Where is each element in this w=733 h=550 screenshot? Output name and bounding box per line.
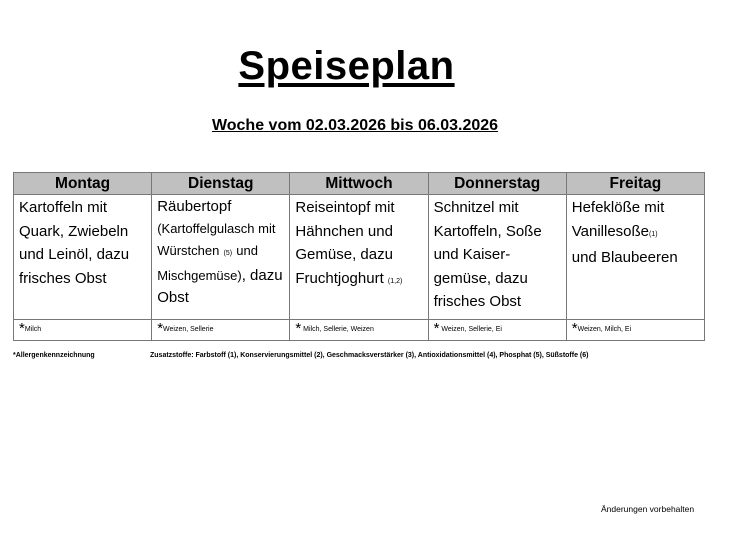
- allergen-cell: [428, 320, 566, 341]
- allergen-cell: [290, 320, 428, 341]
- day-header: Dienstag: [152, 173, 290, 195]
- additives-legend: Zusatzstoffe: Farbstoff (1), Konservierungsmittel (2), Geschmacksverstärker (3), Antioxidationsmittel (4), Phosphat (5), Süßstoffe (6): [150, 352, 589, 359]
- changes-note: Änderungen vorbehalten: [601, 504, 695, 514]
- meal-line: gemüse, dazu: [433, 269, 528, 287]
- asterisk-icon: *: [295, 320, 302, 337]
- allergen-text: Milch: [24, 326, 42, 333]
- allergen-text: Weizen, Sellerie: [163, 326, 214, 333]
- week-range: Woche vom 02.03.2026 bis 06.03.2026: [211, 117, 499, 134]
- meal-line: frisches Obst: [19, 269, 107, 287]
- meal-line: Kartoffeln, Soße: [433, 222, 542, 240]
- meal-cell: [566, 195, 704, 320]
- meal-cell: [428, 195, 566, 320]
- meal-line: Fruchtjoghurt: [295, 269, 384, 287]
- meal-line: Reiseintopf mit: [295, 199, 395, 216]
- meal-line: und Leinöl, dazu: [19, 246, 130, 263]
- day-header: Freitag: [566, 173, 704, 195]
- meal-line: Würstchen: [157, 243, 220, 258]
- day-header: Mittwoch: [290, 173, 428, 195]
- day-header: Donnerstag: [428, 173, 566, 195]
- additive-marker: (1): [649, 230, 658, 238]
- meal-line: Räubertopf: [157, 198, 232, 215]
- meal-line: Hähnchen und: [295, 222, 393, 240]
- meal-line: frisches Obst: [433, 293, 522, 310]
- additive-marker: (5): [223, 250, 233, 257]
- asterisk-icon: *: [157, 320, 164, 337]
- page-title: Speiseplan: [238, 44, 455, 88]
- menu-table: [13, 172, 705, 341]
- allergen-cell: [14, 320, 152, 341]
- meal-line: Kartoffeln mit: [19, 199, 108, 216]
- meal-line: (Kartoffelgulasch mit: [157, 221, 276, 236]
- asterisk-icon: *: [19, 320, 25, 337]
- meal-line: Mischgemüse): [157, 268, 242, 283]
- allergen-text: Weizen, Sellerie, Ei: [441, 326, 502, 333]
- allergen-text: Milch, Sellerie, Weizen: [303, 326, 374, 333]
- allergen-note: *Allergenkennzeichnung: [13, 352, 95, 359]
- meal-cell: [290, 195, 428, 320]
- meal-line: und Blaubeeren: [571, 249, 678, 266]
- allergen-text: Weizen, Milch, Ei: [577, 326, 632, 333]
- meal-line: Obst: [157, 289, 189, 306]
- meal-line: und Kaiser-: [433, 246, 511, 263]
- day-header: Montag: [14, 173, 152, 195]
- asterisk-icon: *: [433, 320, 440, 337]
- meal-line: und: [236, 243, 258, 258]
- asterisk-icon: *: [571, 320, 578, 337]
- allergen-cell: [152, 320, 290, 341]
- meal-line: Hefeklöße mit: [571, 199, 665, 216]
- allergen-cell: [566, 320, 704, 341]
- meal-line: , dazu: [241, 267, 283, 284]
- meal-line: Schnitzel mit: [433, 199, 519, 216]
- additive-marker: (1,2): [387, 277, 403, 285]
- meal-line: Quark, Zwiebeln: [19, 222, 129, 240]
- meal-cell: [152, 195, 290, 320]
- meal-line: Gemüse, dazu: [295, 246, 393, 263]
- meal-cell: [14, 195, 152, 320]
- meal-line: Vanillesoße: [571, 222, 650, 240]
